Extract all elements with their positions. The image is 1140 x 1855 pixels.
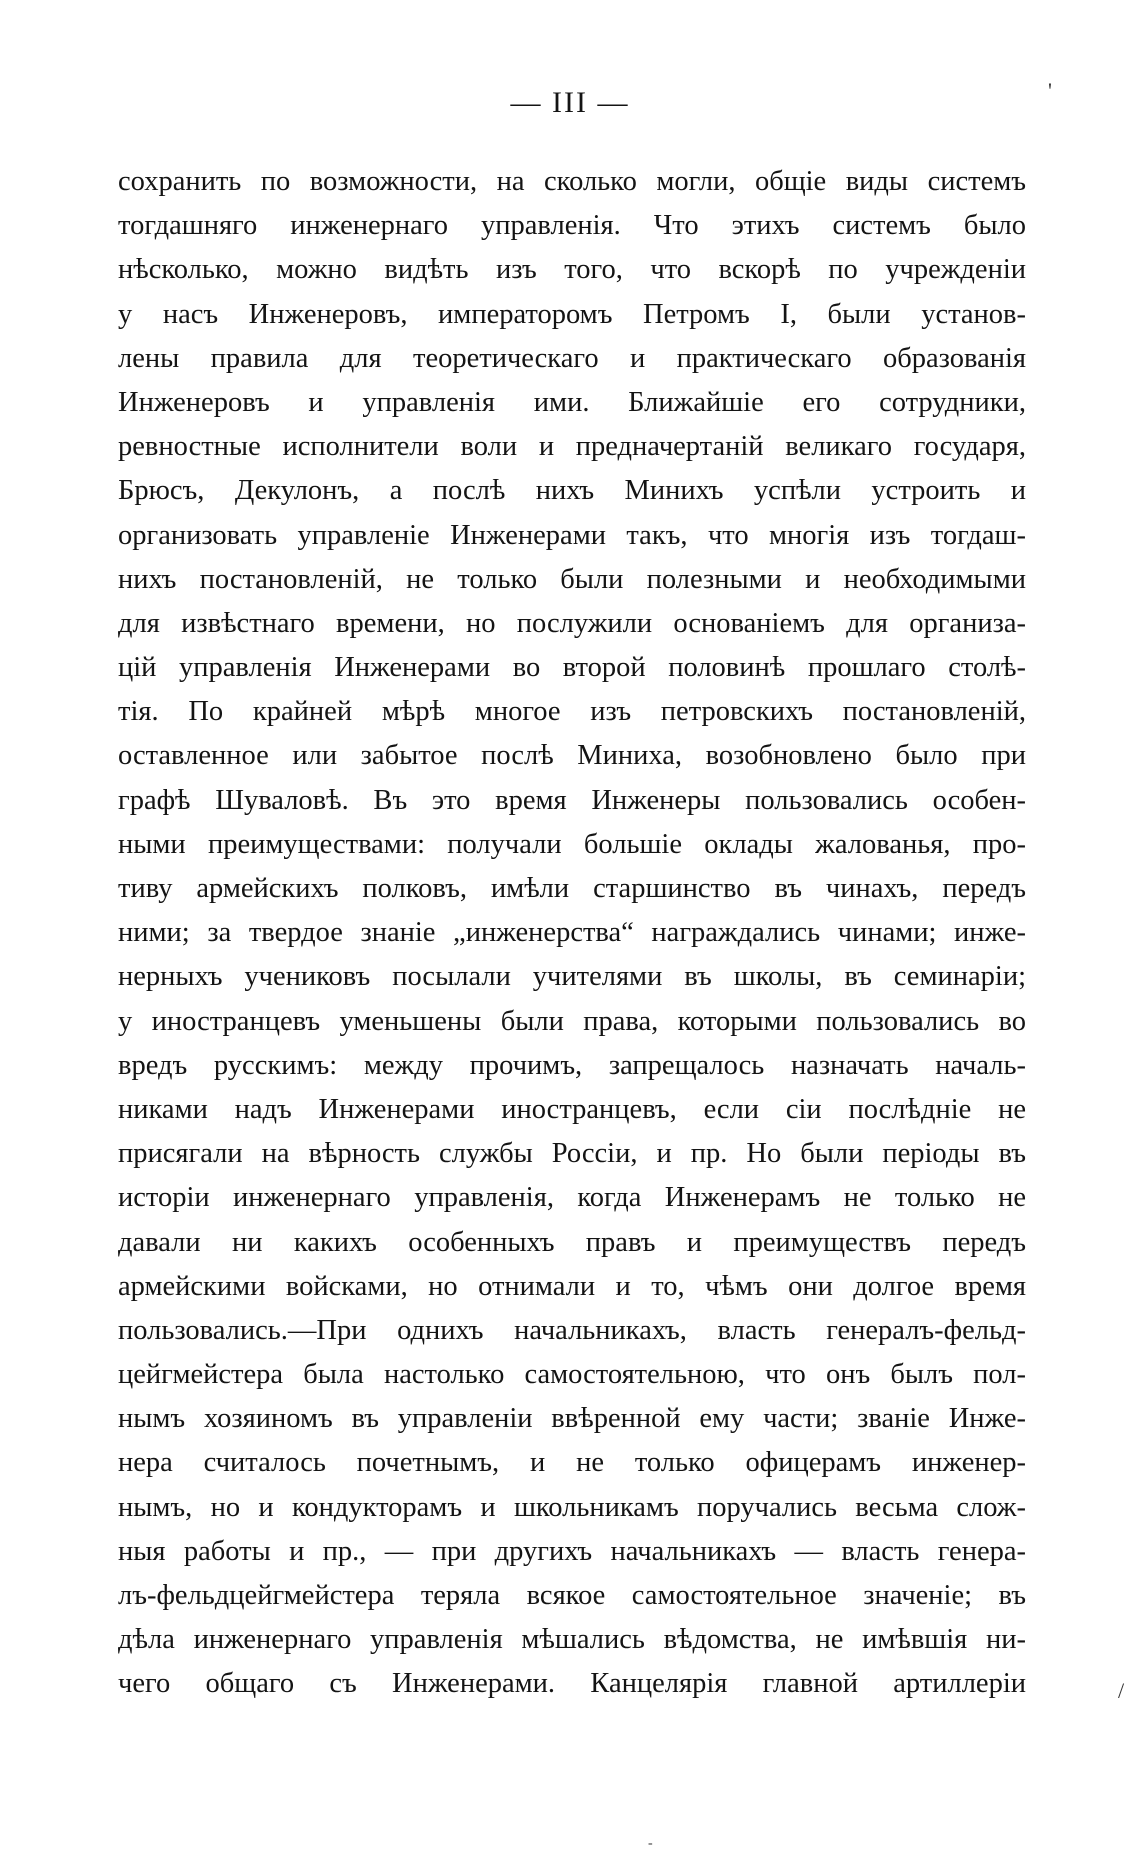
text-line: для извѣстнаго времени, но послужили основаніемъ для организа- xyxy=(118,607,1026,639)
text-line: Инженеровъ и управленія ими. Ближайшіе его сотрудники, xyxy=(118,386,1026,418)
text-line: ныя работы и пр., — при другихъ начальникахъ — власть генера- xyxy=(118,1535,1026,1567)
text-line: никами надъ Инженерами иностранцевъ, если сіи послѣдніе не xyxy=(118,1093,1026,1125)
text-line: у иностранцевъ уменьшены были права, которыми пользовались во xyxy=(118,1005,1026,1037)
text-line: чего общаго съ Инженерами. Канцелярія главной артиллеріи xyxy=(118,1668,1026,1700)
text-line: тія. По крайней мѣрѣ многое изъ петровскихъ постановленій, xyxy=(118,696,1026,728)
text-line: лъ-фельдцейгмейстера теряла всякое самостоятельное значеніе; въ xyxy=(118,1580,1026,1611)
text-line: тиву армейскихъ полковъ, имѣли старшинство въ чинахъ, передъ xyxy=(118,873,1026,904)
text-line: нихъ постановленій, не только были полезными и необходимыми xyxy=(118,563,1026,595)
text-line: исторіи инженернаго управленія, когда Инженерамъ не только не xyxy=(118,1182,1026,1214)
text-line: нымъ, но и кондукторамъ и школьникамъ поручались весьма слож- xyxy=(118,1491,1026,1523)
text-line: ревностные исполнители воли и предначертаній великаго государя, xyxy=(118,431,1026,463)
text-line: дѣла инженернаго управленія мѣшались вѣдомства, не имѣвшія ни- xyxy=(118,1624,1026,1656)
text-line: пользовались.—При однихъ начальникахъ, власть генералъ-фельд- xyxy=(118,1314,1026,1346)
text-line: сохранить по возможности, на сколько могли, общіе виды системъ xyxy=(118,166,1026,197)
text-line: лены правила для теоретическаго и практическаго образованія xyxy=(118,342,1026,374)
text-line: тогдашняго инженернаго управленія. Что этихъ системъ было xyxy=(118,210,1026,242)
text-line: у насъ Инженеровъ, императоромъ Петромъ I, были установ- xyxy=(118,298,1026,330)
text-line: вредъ русскимъ: между прочимъ, запрещалось назначать началь- xyxy=(118,1049,1026,1081)
text-line: организовать управленіе Инженерами такъ, что многія изъ тогдаш- xyxy=(118,519,1026,551)
text-line: давали ни какихъ особенныхъ правъ и преимуществъ передъ xyxy=(118,1226,1026,1258)
text-line: цейгмейстера была настолько самостоятельною, что онъ былъ пол- xyxy=(118,1359,1026,1391)
body-text xyxy=(118,160,1026,1707)
text-line: оставленное или забытое послѣ Миниха, возобновлено было при xyxy=(118,740,1026,772)
text-line: нымъ хозяиномъ въ управленіи ввѣренной ему части; званіе Инже- xyxy=(118,1403,1026,1435)
text-line: нера считалось почетнымъ, и не только офицерамъ инженер- xyxy=(118,1447,1026,1479)
text-line: нѣсколько, можно видѣть изъ того, что вскорѣ по учрежденіи xyxy=(118,254,1026,286)
text-line: армейскими войсками, но отнимали и то, чѣмъ они долгое время xyxy=(118,1270,1026,1302)
text-line: нерныхъ учениковъ посылали учителями въ школы, въ семинаріи; xyxy=(118,961,1026,993)
text-line: цій управленія Инженерами во второй половинѣ прошлаго столѣ- xyxy=(118,652,1026,684)
text-line: ними; за твердое знаніе „инженерства“ награждались чинами; инже- xyxy=(118,917,1026,949)
page-number-header: — III — xyxy=(510,86,630,119)
stray-mark: / xyxy=(1118,1678,1125,1703)
text-line: ными преимуществами: получали большіе оклады жалованья, про- xyxy=(118,828,1026,860)
text-line: Брюсъ, Декулонъ, а послѣ нихъ Минихъ успѣли устроить и xyxy=(118,475,1026,507)
text-line: присягали на вѣрность службы Россіи, и пр. Но были періоды въ xyxy=(118,1138,1026,1170)
stray-mark: - xyxy=(648,1836,653,1851)
text-line: графѣ Шуваловѣ. Въ это время Инженеры пользовались особен- xyxy=(118,784,1026,816)
stray-mark: ' xyxy=(1048,78,1052,103)
